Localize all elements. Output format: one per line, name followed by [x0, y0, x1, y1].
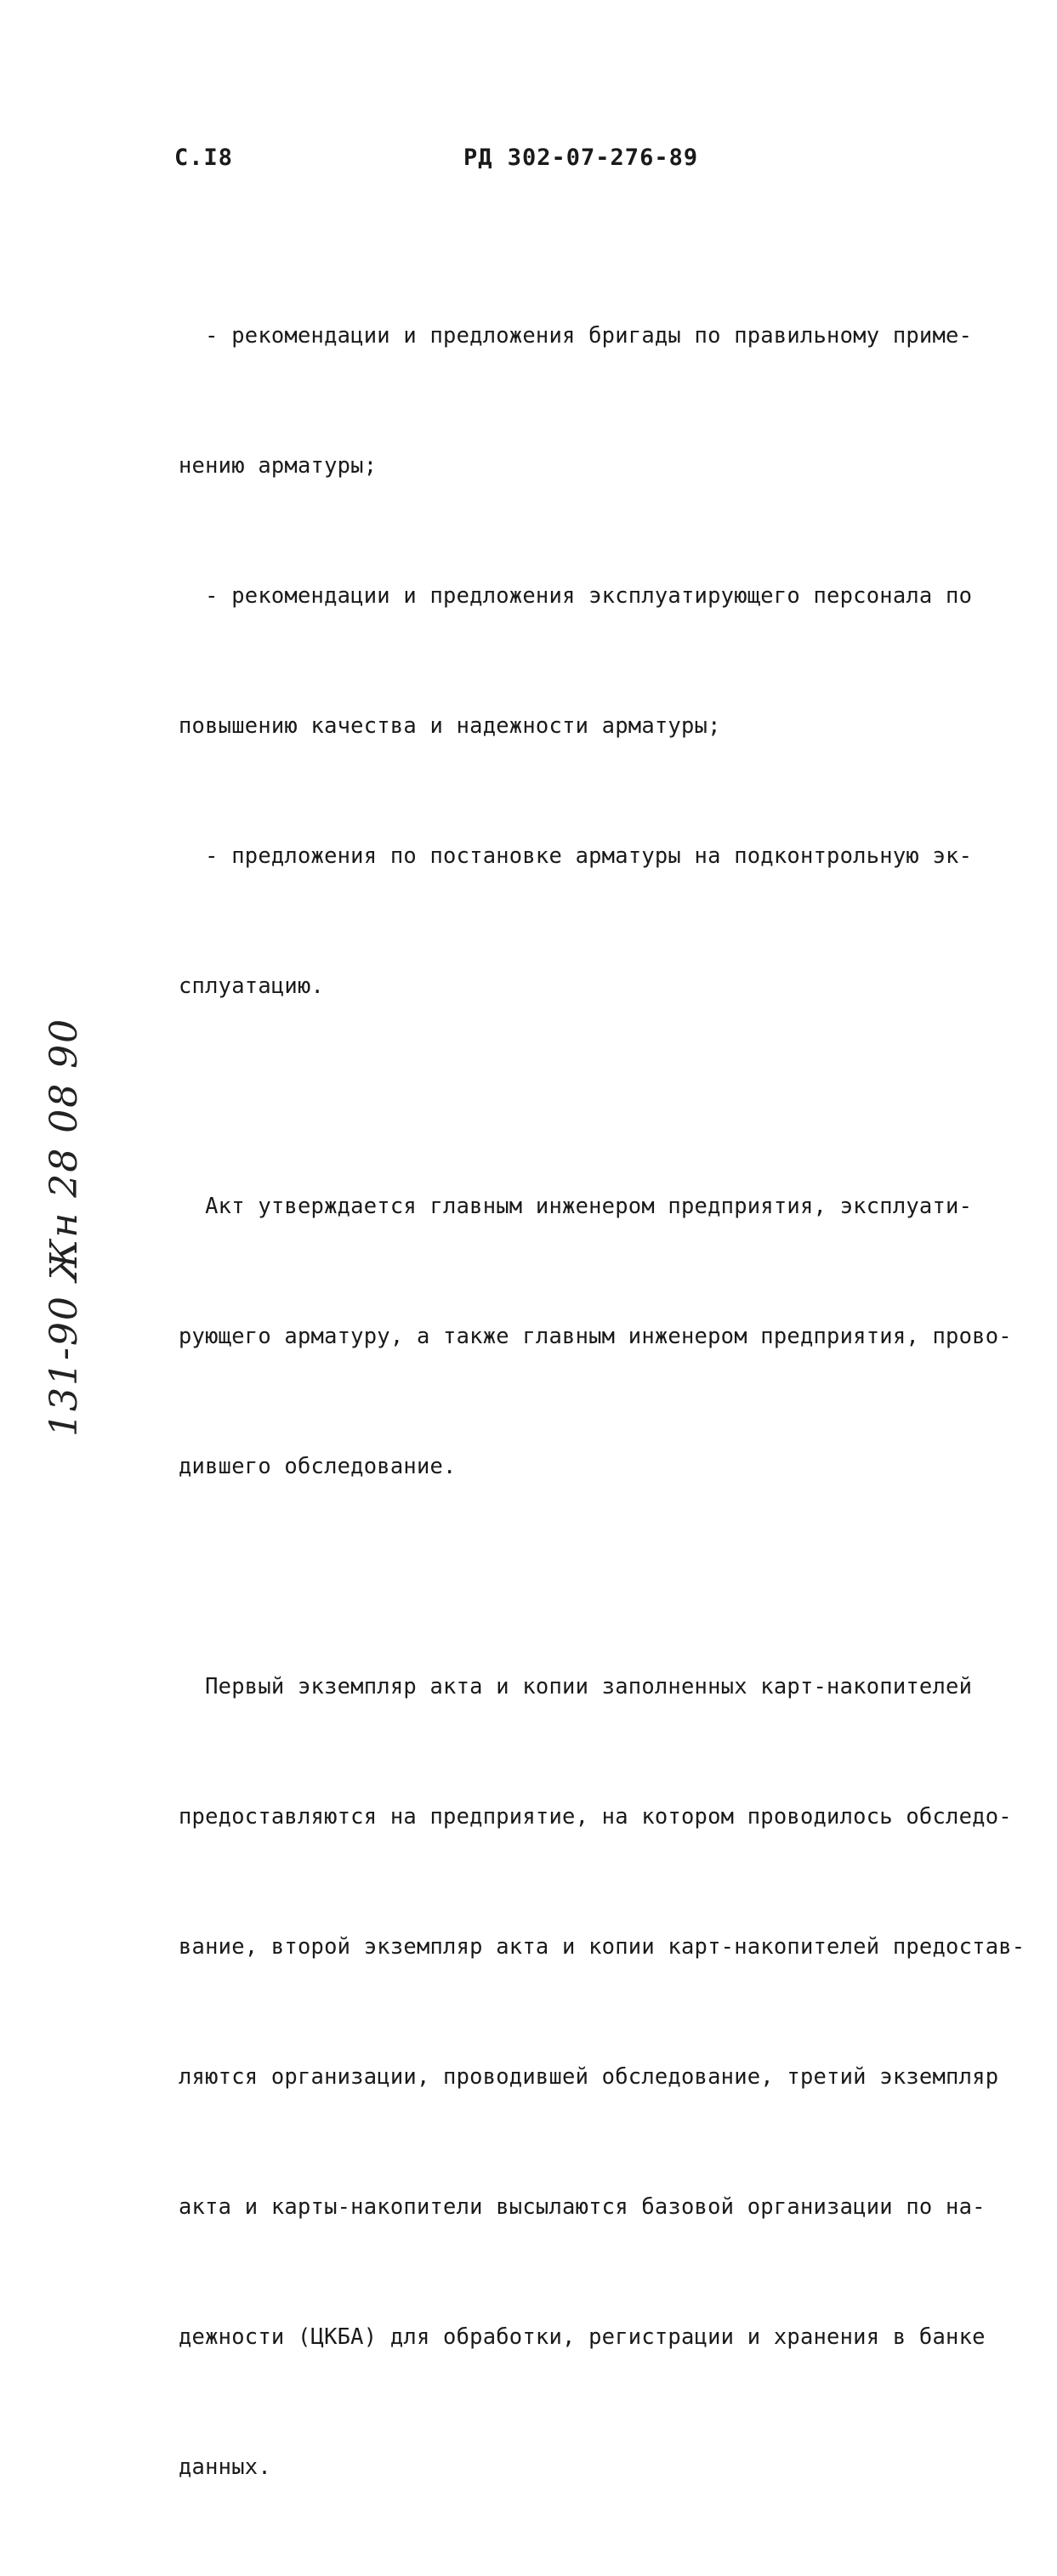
body-line: Первый экземпляр акта и копии заполненных карт-накопителей — [179, 1674, 973, 1699]
body-line: нению арматуры; — [179, 453, 378, 479]
body-line: сплуатацию. — [179, 973, 325, 999]
body-text — [179, 228, 1026, 2576]
body-line: акта и карты-накопители высылаются базовой организации по на- — [179, 2194, 986, 2220]
body-line: повышению качества и надежности арматуры; — [179, 713, 721, 739]
body-line: предоставляются на предприятие, на котором проводилось обследо- — [179, 1804, 1012, 1830]
body-line: ляются организации, проводившей обследование, третий экземпляр — [179, 2064, 999, 2090]
body-line: дежности (ЦКБА) для обработки, регистрации и хранения в банке — [179, 2324, 986, 2350]
body-line: рующего арматуру, а также главным инженером предприятия, прово- — [179, 1324, 1012, 1349]
body-line: - рекомендации и предложения эксплуатирующего персонала по — [179, 583, 973, 609]
body-line: Акт утверждается главным инженером предприятия, эксплуати- — [179, 1194, 973, 1219]
page-number: С.I8 — [174, 145, 234, 171]
body-line: вание, второй экземпляр акта и копии карт-накопителей предостав- — [179, 1934, 1026, 1960]
body-line: дившего обследование. — [179, 1454, 457, 1479]
document-code: РД 302-07-276-89 — [463, 145, 699, 171]
body-line: данных. — [179, 2454, 271, 2480]
body-line: - рекомендации и предложения бригады по правильному приме- — [179, 323, 973, 349]
body-line: - предложения по постановке арматуры на подконтрольную эк- — [179, 843, 973, 869]
handwritten-margin-note: 131-90 Жн 28 08 90 — [43, 1017, 86, 1437]
